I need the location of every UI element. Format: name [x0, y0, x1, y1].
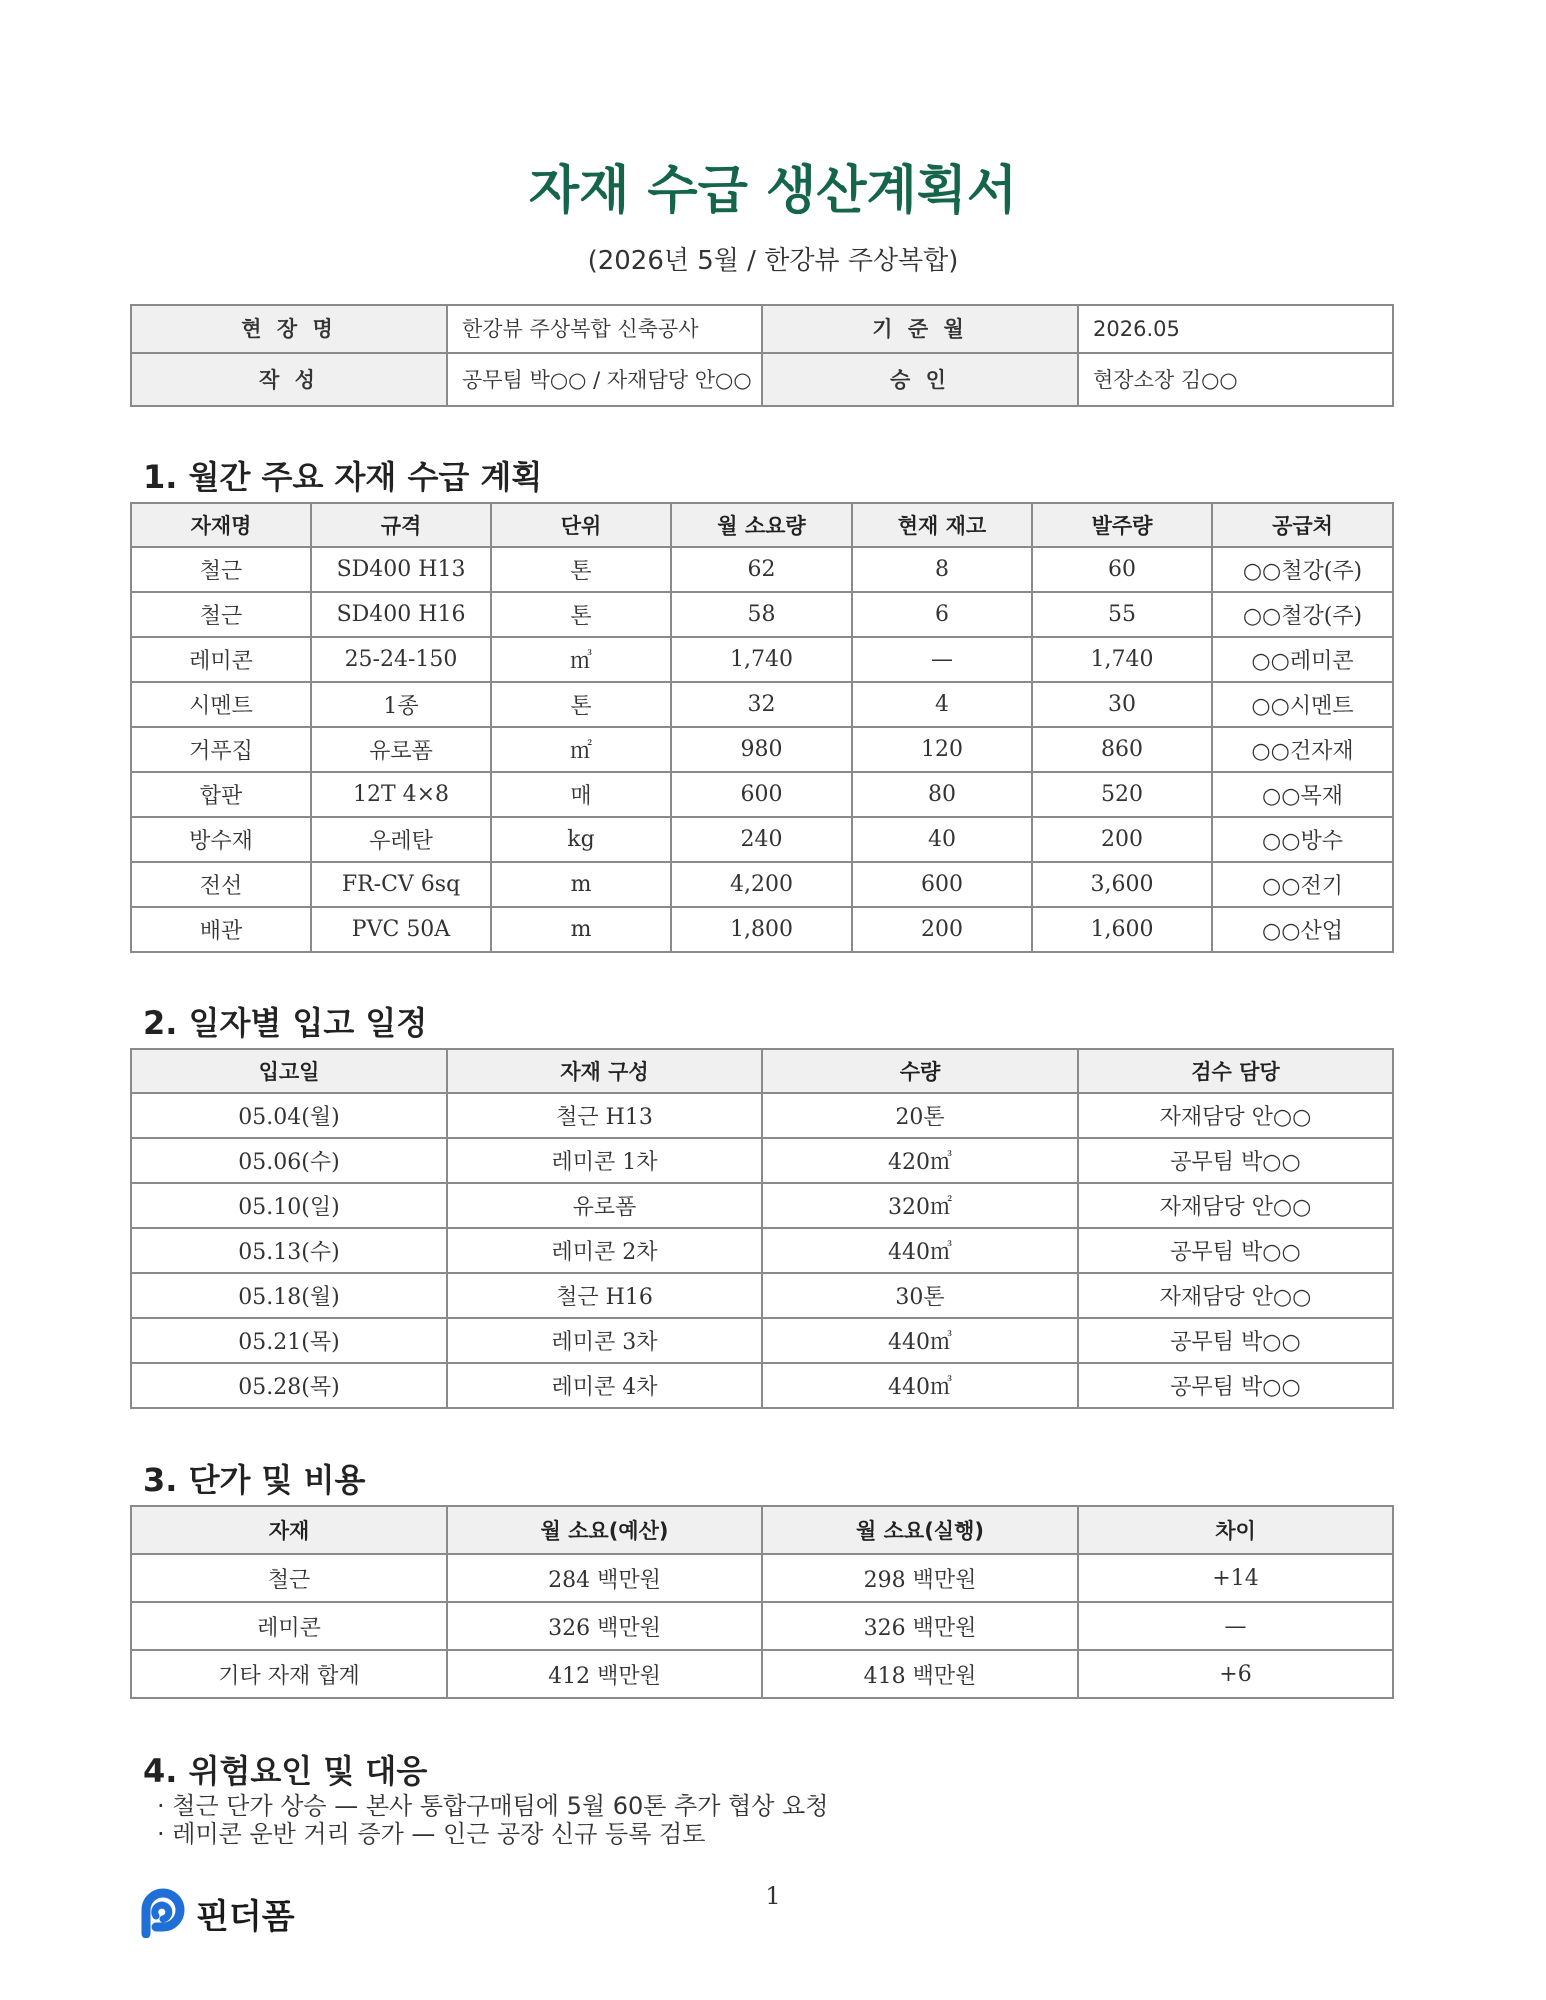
- table-cell: 방수재: [131, 817, 311, 862]
- table-cell: 6: [852, 592, 1032, 637]
- table-cell: 레미콘 1차: [447, 1138, 762, 1183]
- table-cell: 공무팀 박○○: [1078, 1228, 1393, 1273]
- table-cell: 레미콘: [131, 1602, 447, 1650]
- table-cell: 철근 H13: [447, 1093, 762, 1138]
- page-number: 1: [765, 1882, 781, 1910]
- table-cell: 공무팀 박○○: [1078, 1363, 1393, 1408]
- site-label: 현 장 명: [131, 305, 447, 353]
- approver-label: 승 인: [762, 353, 1078, 406]
- month-value: 2026.05: [1078, 305, 1393, 353]
- table-row: [131, 592, 1393, 637]
- table-cell: 440㎥: [762, 1318, 1078, 1363]
- table-row: [131, 1363, 1393, 1408]
- document-title: 자재 수급 생산계획서: [528, 161, 1018, 221]
- table-cell: 298 백만원: [762, 1554, 1078, 1602]
- section1-heading: 1. 월간 주요 자재 수급 계획: [143, 458, 543, 496]
- table-cell: 톤: [491, 682, 671, 727]
- material-plan-table: [130, 502, 1394, 953]
- table-cell: 합판: [131, 772, 311, 817]
- table-cell: 유로폼: [447, 1183, 762, 1228]
- table-cell: ○○방수: [1212, 817, 1393, 862]
- table-cell: 440㎥: [762, 1363, 1078, 1408]
- table-cell: ○○레미콘: [1212, 637, 1393, 682]
- table-cell: ㎥: [491, 637, 671, 682]
- table-cell: 1,600: [1032, 907, 1212, 952]
- table-cell: 자재담당 안○○: [1078, 1183, 1393, 1228]
- column-header: 월 소요(실행): [762, 1506, 1078, 1554]
- table-row: [131, 1093, 1393, 1138]
- table-cell: 240: [671, 817, 852, 862]
- table-cell: ○○목재: [1212, 772, 1393, 817]
- table-cell: 80: [852, 772, 1032, 817]
- column-header: 현재 재고: [852, 503, 1032, 547]
- table-cell: 기타 자재 합계: [131, 1650, 447, 1698]
- table-cell: ㎡: [491, 727, 671, 772]
- table-cell: FR-CV 6sq: [311, 862, 491, 907]
- section4-heading: 4. 위험요인 및 대응: [143, 1752, 428, 1790]
- table-cell: 레미콘: [131, 637, 311, 682]
- table-cell: 60: [1032, 547, 1212, 592]
- table-cell: +6: [1078, 1650, 1393, 1698]
- table-row: [131, 1554, 1393, 1602]
- column-header: 자재명: [131, 503, 311, 547]
- table-row: [131, 1318, 1393, 1363]
- table-cell: ○○산업: [1212, 907, 1393, 952]
- table-cell: 05.18(월): [131, 1273, 447, 1318]
- table-cell: 05.10(일): [131, 1183, 447, 1228]
- table-cell: 440㎥: [762, 1228, 1078, 1273]
- table-cell: m: [491, 907, 671, 952]
- table-cell: ○○건자재: [1212, 727, 1393, 772]
- table-row: [131, 547, 1393, 592]
- table-cell: 62: [671, 547, 852, 592]
- table-cell: 30톤: [762, 1273, 1078, 1318]
- table-cell: 600: [852, 862, 1032, 907]
- cost-table: [130, 1505, 1394, 1699]
- table-cell: 거푸집: [131, 727, 311, 772]
- table-cell: 05.13(수): [131, 1228, 447, 1273]
- brand-logo: [140, 1888, 295, 1938]
- table-cell: —: [1078, 1602, 1393, 1650]
- table-cell: 톤: [491, 547, 671, 592]
- table-cell: SD400 H13: [311, 547, 491, 592]
- column-header: 월 소요량: [671, 503, 852, 547]
- column-header: 발주량: [1032, 503, 1212, 547]
- table-cell: 284 백만원: [447, 1554, 762, 1602]
- column-header: 자재: [131, 1506, 447, 1554]
- table-cell: 톤: [491, 592, 671, 637]
- table-cell: ○○철강(주): [1212, 547, 1393, 592]
- column-header: 공급처: [1212, 503, 1393, 547]
- table-cell: 철근 H16: [447, 1273, 762, 1318]
- table-cell: 철근: [131, 547, 311, 592]
- table-cell: 1,740: [1032, 637, 1212, 682]
- table-cell: 05.21(목): [131, 1318, 447, 1363]
- table-cell: 40: [852, 817, 1032, 862]
- table-cell: 자재담당 안○○: [1078, 1273, 1393, 1318]
- table-row: [131, 682, 1393, 727]
- table-cell: 레미콘 4차: [447, 1363, 762, 1408]
- table-row: [131, 772, 1393, 817]
- month-label: 기 준 월: [762, 305, 1078, 353]
- table-cell: 30: [1032, 682, 1212, 727]
- table-cell: 120: [852, 727, 1032, 772]
- author-label: 작 성: [131, 353, 447, 406]
- table-cell: 전선: [131, 862, 311, 907]
- table-cell: 12T 4×8: [311, 772, 491, 817]
- table-cell: 배관: [131, 907, 311, 952]
- table-cell: PVC 50A: [311, 907, 491, 952]
- table-cell: ○○전기: [1212, 862, 1393, 907]
- table-cell: 05.28(목): [131, 1363, 447, 1408]
- table-cell: 레미콘 2차: [447, 1228, 762, 1273]
- table-cell: 58: [671, 592, 852, 637]
- table-row: [131, 727, 1393, 772]
- table-cell: 1종: [311, 682, 491, 727]
- column-header: 월 소요(예산): [447, 1506, 762, 1554]
- table-cell: 980: [671, 727, 852, 772]
- column-header: 수량: [762, 1049, 1078, 1093]
- table-cell: 공무팀 박○○: [1078, 1318, 1393, 1363]
- info-table: [130, 304, 1394, 407]
- table-row: [131, 1138, 1393, 1183]
- table-row: [131, 1650, 1393, 1698]
- logo-text: 핀더폼: [196, 1896, 295, 1937]
- table-cell: 326 백만원: [762, 1602, 1078, 1650]
- table-cell: 418 백만원: [762, 1650, 1078, 1698]
- table-cell: 860: [1032, 727, 1212, 772]
- table-cell: —: [852, 637, 1032, 682]
- table-cell: SD400 H16: [311, 592, 491, 637]
- table-cell: 철근: [131, 592, 311, 637]
- table-cell: 매: [491, 772, 671, 817]
- column-header: 차이: [1078, 1506, 1393, 1554]
- risk-item: · 레미콘 운반 거리 증가 — 인근 공장 신규 등록 검토: [157, 1820, 706, 1848]
- table-row: [131, 862, 1393, 907]
- column-header: 자재 구성: [447, 1049, 762, 1093]
- table-cell: 자재담당 안○○: [1078, 1093, 1393, 1138]
- table-row: [131, 637, 1393, 682]
- table-cell: 326 백만원: [447, 1602, 762, 1650]
- table-row: [131, 1602, 1393, 1650]
- table-cell: 412 백만원: [447, 1650, 762, 1698]
- table-cell: +14: [1078, 1554, 1393, 1602]
- column-header: 규격: [311, 503, 491, 547]
- table-cell: 420㎥: [762, 1138, 1078, 1183]
- table-cell: 공무팀 박○○: [1078, 1138, 1393, 1183]
- table-cell: 4: [852, 682, 1032, 727]
- column-header: 입고일: [131, 1049, 447, 1093]
- table-cell: 1,740: [671, 637, 852, 682]
- table-cell: ○○시멘트: [1212, 682, 1393, 727]
- table-cell: 05.06(수): [131, 1138, 447, 1183]
- table-cell: 유로폼: [311, 727, 491, 772]
- risk-list: [157, 1792, 828, 1848]
- table-cell: kg: [491, 817, 671, 862]
- approver-value: 현장소장 김○○: [1078, 353, 1393, 406]
- table-cell: 320㎡: [762, 1183, 1078, 1228]
- table-cell: ○○철강(주): [1212, 592, 1393, 637]
- table-cell: 25-24-150: [311, 637, 491, 682]
- table-row: [131, 1228, 1393, 1273]
- table-cell: m: [491, 862, 671, 907]
- table-cell: 철근: [131, 1554, 447, 1602]
- table-cell: 20톤: [762, 1093, 1078, 1138]
- table-row: [131, 817, 1393, 862]
- site-value: 한강뷰 주상복합 신축공사: [447, 305, 762, 353]
- section3-heading: 3. 단가 및 비용: [143, 1461, 366, 1499]
- table-cell: 레미콘 3차: [447, 1318, 762, 1363]
- risk-item: · 철근 단가 상승 — 본사 통합구매팀에 5월 60톤 추가 협상 요청: [157, 1792, 829, 1820]
- table-cell: 600: [671, 772, 852, 817]
- table-row: [131, 907, 1393, 952]
- table-cell: 시멘트: [131, 682, 311, 727]
- table-cell: 200: [852, 907, 1032, 952]
- table-cell: 55: [1032, 592, 1212, 637]
- table-row: [131, 1183, 1393, 1228]
- table-row: [131, 1273, 1393, 1318]
- table-cell: 520: [1032, 772, 1212, 817]
- table-cell: 05.04(월): [131, 1093, 447, 1138]
- table-cell: 4,200: [671, 862, 852, 907]
- table-cell: 8: [852, 547, 1032, 592]
- column-header: 검수 담당: [1078, 1049, 1393, 1093]
- table-cell: 우레탄: [311, 817, 491, 862]
- table-cell: 1,800: [671, 907, 852, 952]
- section2-heading: 2. 일자별 입고 일정: [143, 1004, 428, 1042]
- author-value: 공무팀 박○○ / 자재담당 안○○: [447, 353, 762, 406]
- table-cell: 200: [1032, 817, 1212, 862]
- column-header: 단위: [491, 503, 671, 547]
- delivery-schedule-table: [130, 1048, 1394, 1409]
- table-cell: 3,600: [1032, 862, 1212, 907]
- finderform-logo-icon: [140, 1888, 186, 1938]
- document-subtitle: (2026년 5월 / 한강뷰 주상복합): [587, 246, 959, 276]
- table-cell: 32: [671, 682, 852, 727]
